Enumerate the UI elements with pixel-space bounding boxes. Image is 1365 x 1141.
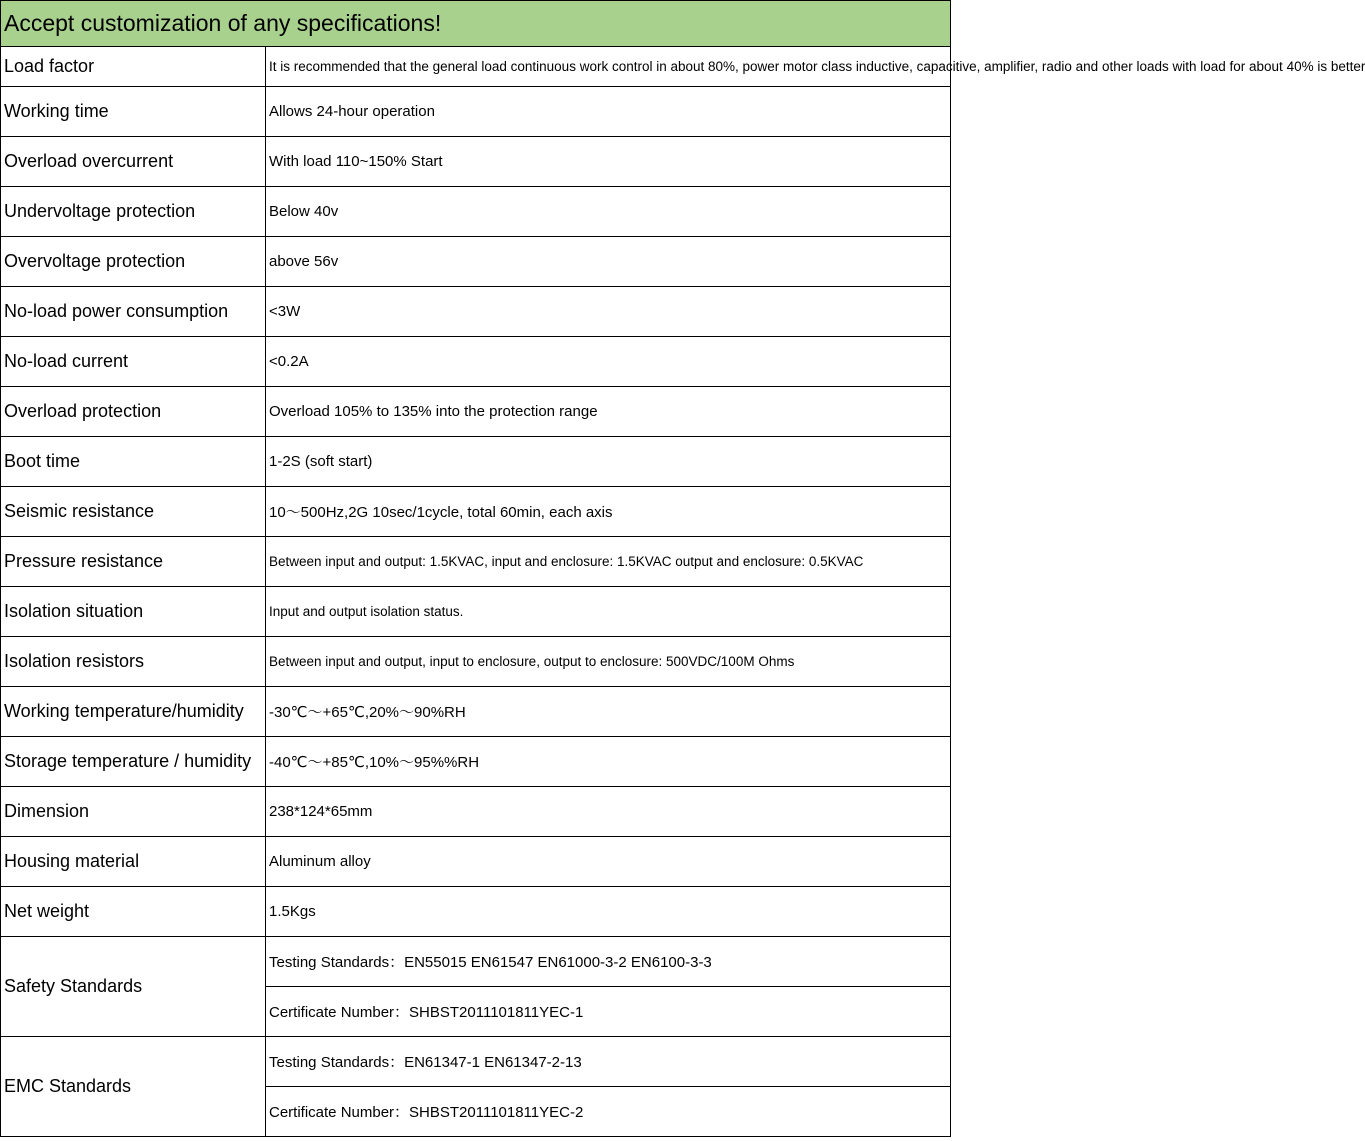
- table-row: [1, 537, 951, 587]
- row-label: Overvoltage protection: [1, 237, 266, 287]
- table-title: Accept customization of any specifications!: [1, 1, 951, 47]
- emc-certificate-number: Certificate Number：SHBST2011101811YEC-2: [266, 1087, 951, 1137]
- row-label: Net weight: [1, 887, 266, 937]
- row-label: Pressure resistance: [1, 537, 266, 587]
- row-label: No-load power consumption: [1, 287, 266, 337]
- row-value: -40℃～+85℃,10%～95%%RH: [266, 737, 951, 787]
- table-row: [1, 337, 951, 387]
- row-label: Overload overcurrent: [1, 137, 266, 187]
- row-label: Storage temperature / humidity: [1, 737, 266, 787]
- row-label: Housing material: [1, 837, 266, 887]
- table-row: [1, 687, 951, 737]
- table-row: [1, 637, 951, 687]
- row-value: 238*124*65mm: [266, 787, 951, 837]
- row-value: Below 40v: [266, 187, 951, 237]
- row-value: 10～500Hz,2G 10sec/1cycle, total 60min, each axis: [266, 487, 951, 537]
- row-label: Seismic resistance: [1, 487, 266, 537]
- safety-certificate-number: Certificate Number：SHBST2011101811YEC-1: [266, 987, 951, 1037]
- table-row: [1, 587, 951, 637]
- table-row: [1, 437, 951, 487]
- safety-standards-label: Safety Standards: [1, 937, 266, 1037]
- row-value: above 56v: [266, 237, 951, 287]
- row-value: -30℃～+65℃,20%～90%RH: [266, 687, 951, 737]
- table-row: [1, 737, 951, 787]
- row-value: With load 110~150% Start: [266, 137, 951, 187]
- row-label: Working time: [1, 87, 266, 137]
- table-row: [1, 487, 951, 537]
- row-value: <0.2A: [266, 337, 951, 387]
- row-label: Dimension: [1, 787, 266, 837]
- row-label: Overload protection: [1, 387, 266, 437]
- row-label: Boot time: [1, 437, 266, 487]
- row-label: Isolation resistors: [1, 637, 266, 687]
- emc-standards-label: EMC Standards: [1, 1037, 266, 1137]
- row-label: Working temperature/humidity: [1, 687, 266, 737]
- row-label: Load factor: [1, 47, 266, 87]
- table-row: [1, 237, 951, 287]
- row-value: 1.5Kgs: [266, 887, 951, 937]
- row-label: No-load current: [1, 337, 266, 387]
- table-row: [1, 187, 951, 237]
- table-row: [1, 787, 951, 837]
- row-value: 1-2S (soft start): [266, 437, 951, 487]
- row-label: Undervoltage protection: [1, 187, 266, 237]
- table-row: [1, 87, 951, 137]
- table-row: [1, 47, 951, 87]
- table-row: [1, 287, 951, 337]
- row-value: Input and output isolation status.: [266, 587, 951, 637]
- row-value: Overload 105% to 135% into the protection range: [266, 387, 951, 437]
- row-value: Between input and output, input to enclosure, output to enclosure: 500VDC/100M Ohms: [266, 637, 951, 687]
- table-row: [1, 887, 951, 937]
- safety-standards-row: [1, 937, 951, 987]
- emc-standards-row: [1, 1037, 951, 1087]
- table-row: [1, 837, 951, 887]
- row-label: Isolation situation: [1, 587, 266, 637]
- row-value: Between input and output: 1.5KVAC, input and enclosure: 1.5KVAC output and enclosure: 0.5KVAC: [266, 537, 951, 587]
- row-value: <3W: [266, 287, 951, 337]
- safety-testing-standards: Testing Standards：EN55015 EN61547 EN61000-3-2 EN6100-3-3: [266, 937, 951, 987]
- table-header-row: [1, 1, 951, 47]
- row-value: Allows 24-hour operation: [266, 87, 951, 137]
- table-row: [1, 137, 951, 187]
- row-value: Aluminum alloy: [266, 837, 951, 887]
- table-row: [1, 387, 951, 437]
- emc-testing-standards: Testing Standards：EN61347-1 EN61347-2-13: [266, 1037, 951, 1087]
- row-value: It is recommended that the general load continuous work control in about 80%, power motor class inductive, capacitive, amplifier, radio and other loads with load for about 40% is better: [266, 47, 951, 87]
